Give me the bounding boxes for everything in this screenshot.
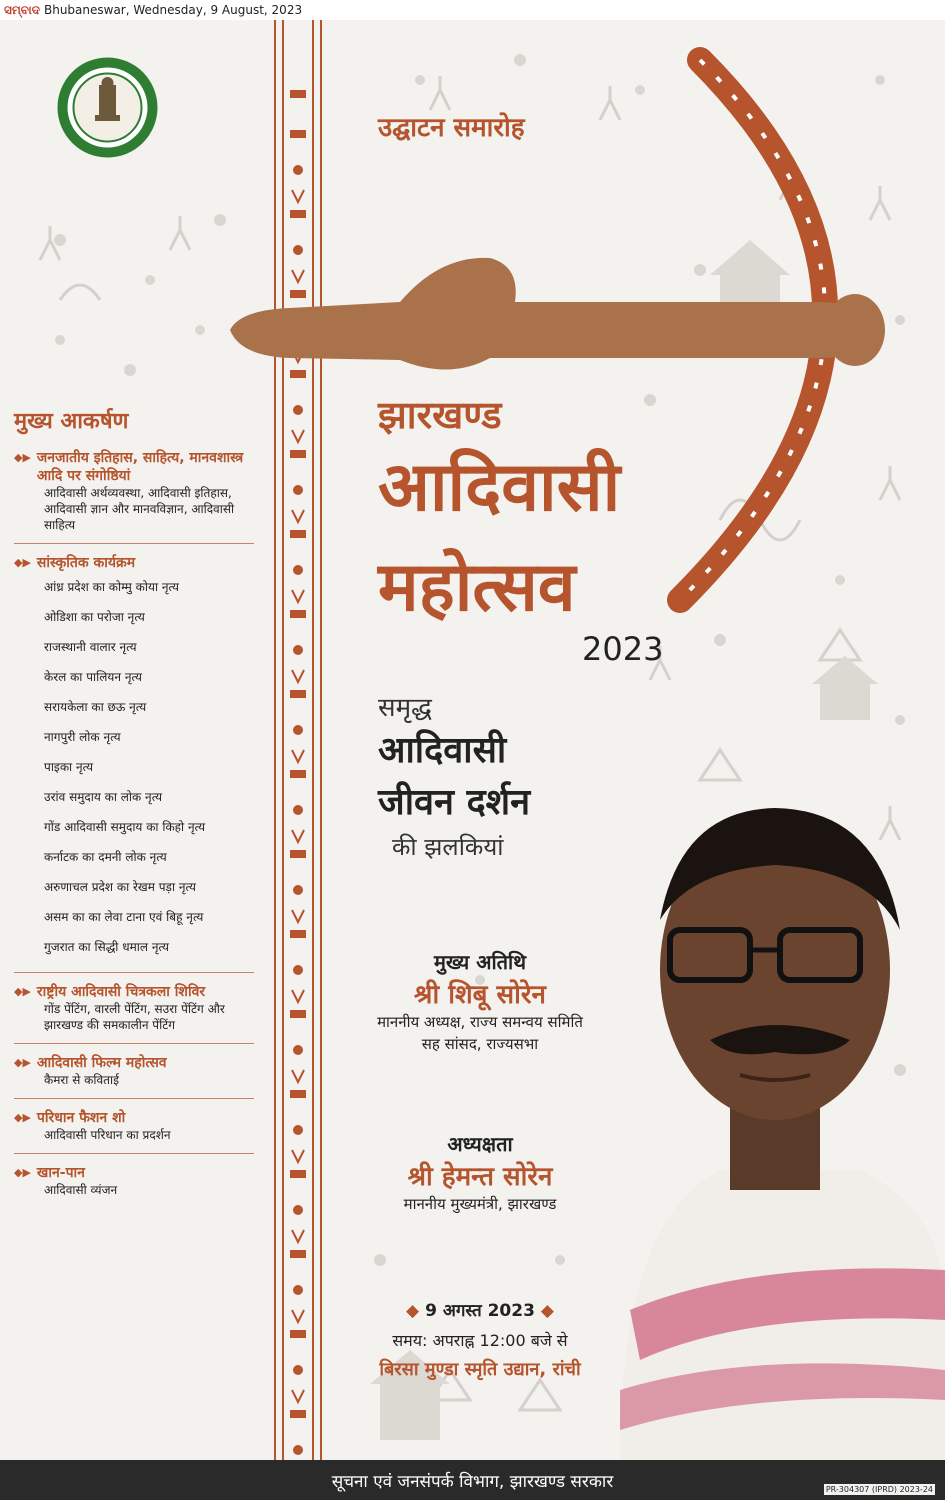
section-text: आदिवासी अर्थव्यवस्था, आदिवासी इतिहास, आदिवासी ज्ञान और मानवविज्ञान, आदिवासी साहित्य bbox=[44, 486, 235, 532]
section-text: गोंड पेंटिंग, वारली पेंटिंग, सउरा पेंटिंग और झारखण्ड की समकालीन पेंटिंग bbox=[44, 1002, 225, 1032]
section-text: आदिवासी परिधान का प्रदर्शन bbox=[44, 1128, 171, 1142]
presiding-name: श्री हेमन्त सोरेन bbox=[407, 1162, 553, 1192]
section-heading: सांस्कृतिक कार्यक्रम bbox=[36, 555, 136, 571]
tagline-4: की झलकियां bbox=[392, 833, 504, 861]
list-item: नागपुरी लोक नृत्य bbox=[44, 730, 121, 744]
list-item: आंध्र प्रदेश का कोम्मु कोया नृत्य bbox=[44, 580, 179, 594]
event-time: समय: अपराह्न 12:00 बजे से bbox=[392, 1331, 568, 1350]
list-item: गोंड आदिवासी समुदाय का किहो नृत्य bbox=[44, 820, 206, 834]
event-title-line1: झारखण्ड bbox=[378, 393, 502, 437]
presiding-block bbox=[330, 1130, 630, 1215]
chief-guest-block bbox=[330, 948, 630, 1055]
newspaper-header bbox=[0, 0, 945, 20]
arrow-icon: ◆▶ bbox=[14, 1056, 31, 1069]
section-heading: परिधान फैशन शो bbox=[36, 1110, 126, 1126]
list-item: केरल का पालियन नृत्य bbox=[44, 670, 142, 684]
event-year: 2023 bbox=[582, 630, 664, 668]
attractions-title: मुख्य आकर्षण bbox=[14, 409, 129, 434]
attractions-column bbox=[14, 405, 254, 1218]
inauguration-title: उद्घाटन समारोह bbox=[378, 113, 525, 143]
arrow-icon: ◆▶ bbox=[14, 985, 31, 998]
attraction-section bbox=[14, 449, 254, 544]
jharkhand-emblem bbox=[55, 55, 160, 160]
chief-guest-role1: माननीय अध्यक्ष, राज्य समन्वय समिति bbox=[377, 1013, 583, 1031]
event-date: 9 अगस्त 2023 bbox=[425, 1301, 535, 1321]
section-text: कैमरा से कविताई bbox=[44, 1073, 119, 1087]
attraction-section bbox=[14, 554, 254, 973]
list-item: पाइका नृत्य bbox=[44, 760, 94, 774]
section-text: आदिवासी व्यंजन bbox=[44, 1183, 118, 1197]
diamond-icon: ◆ bbox=[540, 1301, 554, 1321]
tagline-3: जीवन दर्शन bbox=[378, 782, 531, 823]
tagline-1: समृद्ध bbox=[378, 693, 432, 723]
chief-guest-name: श्री शिबू सोरेन bbox=[414, 980, 546, 1010]
arrow-icon: ◆▶ bbox=[14, 1166, 31, 1179]
chief-guest-label: मुख्य अतिथि bbox=[433, 950, 527, 974]
list-item: असम का का लेवा टाना एवं बिहू नृत्य bbox=[44, 910, 204, 924]
arrow-icon: ◆▶ bbox=[14, 556, 31, 569]
chief-minister-portrait bbox=[600, 790, 945, 1460]
list-item: राजस्थानी वालार नृत्य bbox=[44, 640, 137, 654]
event-venue: बिरसा मुण्डा स्मृति उद्यान, रांची bbox=[379, 1359, 581, 1380]
list-item: अरुणाचल प्रदेश का रेखम पड़ा नृत्य bbox=[44, 880, 196, 894]
presiding-label: अध्यक्षता bbox=[447, 1132, 513, 1156]
list-item: कर्नाटक का दमनी लोक नृत्य bbox=[44, 850, 167, 864]
attraction-section bbox=[14, 1054, 254, 1099]
chief-guest-role2: सह सांसद, राज्यसभा bbox=[421, 1035, 539, 1053]
release-code: PR-304307 (IPRD) 2023-24 bbox=[825, 1485, 933, 1494]
schedule-block bbox=[330, 1298, 630, 1381]
list-item: ओडिशा का परोजा नृत्य bbox=[44, 610, 145, 624]
section-heading: जनजातीय इतिहास, साहित्य, मानवशास्त्र आदि पर संगोष्ठियां bbox=[36, 450, 244, 484]
newspaper-logo: ସମ୍ବାଦ bbox=[4, 3, 40, 17]
list-item: सरायकेला का छऊ नृत्य bbox=[44, 700, 147, 714]
arrow-icon: ◆▶ bbox=[14, 1111, 31, 1124]
diamond-icon: ◆ bbox=[406, 1301, 420, 1321]
list-item: गुजरात का सिद्धी धमाल नृत्य bbox=[44, 940, 169, 954]
tagline-2: आदिवासी bbox=[378, 730, 507, 771]
event-title-line2: आदिवासी bbox=[378, 448, 621, 527]
section-heading: आदिवासी फिल्म महोत्सव bbox=[36, 1055, 167, 1071]
arrow-icon: ◆▶ bbox=[14, 451, 31, 464]
dateline: Bhubaneswar, Wednesday, 9 August, 2023 bbox=[43, 3, 303, 17]
section-heading: खान-पान bbox=[36, 1165, 85, 1181]
section-heading: राष्ट्रीय आदिवासी चित्रकला शिविर bbox=[36, 984, 206, 1000]
attraction-section bbox=[14, 1109, 254, 1154]
footer-bar bbox=[0, 1460, 945, 1500]
list-item: उरांव समुदाय का लोक नृत्य bbox=[44, 790, 163, 804]
department-name: सूचना एवं जनसंपर्क विभाग, झारखण्ड सरकार bbox=[331, 1472, 614, 1492]
attraction-section bbox=[14, 1164, 254, 1208]
event-title-line3: महोत्सव bbox=[378, 548, 576, 627]
attraction-section bbox=[14, 983, 254, 1044]
presiding-role: माननीय मुख्यमंत्री, झारखण्ड bbox=[403, 1195, 557, 1213]
